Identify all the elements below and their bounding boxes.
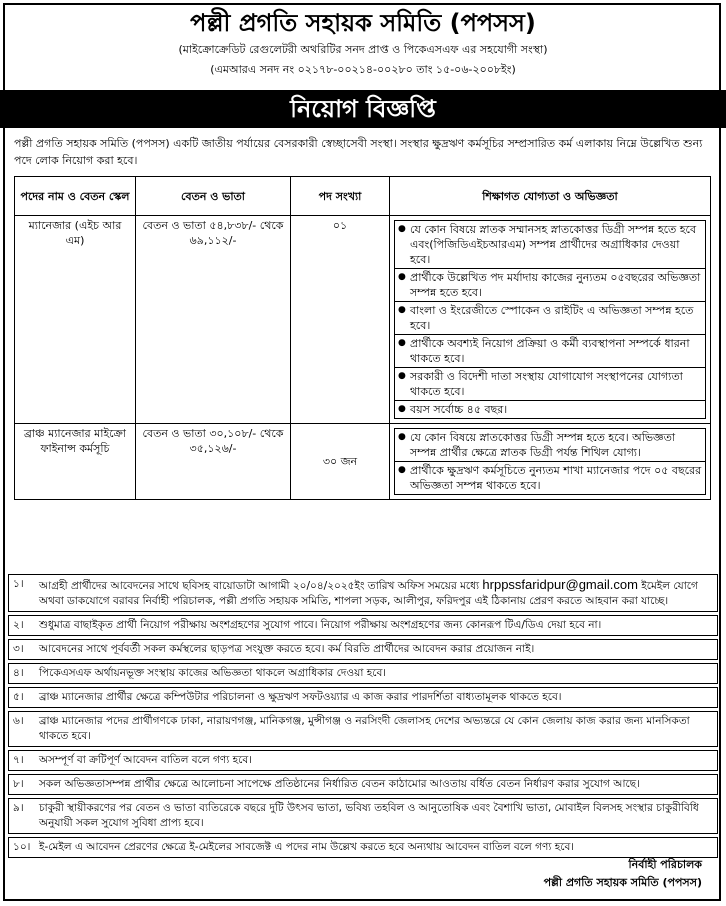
note-text: সকল অভিজ্ঞতাসম্পন্ন প্রার্থীর ক্ষেত্রে আলোচনা সাপেক্ষে প্রতিষ্ঠানের নির্ধারিত বেতন কাঠামোর আওতায় বর্ধিত বেতন নির্ধারণ করার সুযোগ আছে। <box>39 778 640 790</box>
signature-block <box>544 856 702 892</box>
notice-banner: নিয়োগ বিজ্ঞপ্তি <box>0 90 726 128</box>
bullet-icon: ● <box>398 432 406 442</box>
header-salary: বেতন ও ভাতা <box>136 177 291 216</box>
note-number: ৪। <box>13 667 24 679</box>
count-cell: ০১ <box>291 216 390 424</box>
note-item <box>8 687 718 708</box>
bullet-icon: ● <box>398 404 406 414</box>
bullet-icon: ● <box>398 224 406 234</box>
bullet-icon: ● <box>398 465 406 475</box>
list-item: ● প্রার্থীকে অবশ্যই নিয়োগ প্রক্রিয়া ও কর্মী ব্যবস্থাপনা সম্পর্কে ধারনা থাকতে হবে। <box>395 335 705 368</box>
list-item: ● প্রার্থীকে ক্ষুদ্রঋণ কর্মসূচিতে নুন্যতম শাখা ম্যানেজার পদে ০৫ বছরের অভিজ্ঞতা সম্পন্ন থাকতে হবে। <box>398 464 702 492</box>
list-item: ● যে কোন বিষয়ে স্নাতক সম্মানসহ স্নাতকোত্তর ডিগ্রী সম্পন্ন হতে হবে এবং(পিজিডিএইচআরএম) সম্পন্ন প্রার্থীদের অগ্রাধিকার দেওয়া হবে। <box>395 221 705 269</box>
note-item <box>8 837 718 858</box>
note-item <box>8 750 718 771</box>
signatory-organization: পল্লী প্রগতি সহায়ক সমিতি (পপসস) <box>543 876 702 889</box>
registration-number: (এমআরএ সনদ নং ০২১৭৮-০০২১৪-০০২৮০ তাং ১৫-০৬-২০০৮ইং) <box>210 63 516 76</box>
list-item: ● সরকারী ও বিদেশী দাতা সংস্থায় যোগাযোগ সংস্থাপনের যোগ্যতা থাকতে হবে। <box>395 368 705 401</box>
note-text: ব্রাঞ্চ ম্যানেজার প্রার্থীর ক্ষেত্রে কম্পিউটার পরিচালনা ও ক্ষুদ্রঋণ সফটওয়্যার এ কাজ করার পারদর্শিতা বাধ্যতামূলক থাকতে হবে। <box>39 691 562 703</box>
note-number: ৫। <box>13 691 24 703</box>
note-text: আগ্রহী প্রার্থীদের আবেদনের সাথে ছবিসহ বায়োডাটা আগামী ২০/০৪/২০২৫ইং তারিখ অফিস সময়ের মধ্যে hrppssfaridpur@gmail.com ইমেইল যোগে অথবা ডাকযোগে বরাবর নির্বাহী পরিচালক, পল্লী প্রগতি সহায়ক সমিতি, শাপলা সড়ক, আলীপুর, ফরিদপুর এই ঠিকানায় প্রেরণ করতে আহবান করা যাচ্ছে। <box>39 577 698 607</box>
note-number: ৩। <box>13 643 24 655</box>
signatory-title: নির্বাহী পরিচালক <box>628 858 702 871</box>
note-number: ৯। <box>13 802 24 814</box>
position-cell: ব্রাঞ্চ ম্যানেজার মাইক্রো ফাইনান্স কর্মসূচি <box>15 424 136 500</box>
organization-subtitle: (মাইক্রোক্রেডিট রেগুলেটরী অথরিটির সনদ প্রাপ্ত ও পিকেএসএফ এর সহযোগী সংস্থা) <box>178 43 548 56</box>
note-text: আবেদনের সাথে পূর্ববর্তী সকল কর্মস্থলের ছাড়পত্র সংযুক্ত করতে হবে। কর্ম বিরতি প্রার্থীদের আবেদন করার প্রয়োজন নাই। <box>39 643 535 655</box>
note-text: অসম্পূর্ণ বা ক্রটিপূর্ণ আবেদন বাতিল বলে গণ্য হবে। <box>39 754 252 766</box>
note-number: ৭। <box>13 754 24 766</box>
note-number: ১। <box>13 578 24 590</box>
salary-cell: বেতন ও ভাতা ৩০,১০৮/- থেকে ৩৫,১২৬/- <box>136 424 291 500</box>
header-position: পদের নাম ও বেতন স্কেল <box>15 177 136 216</box>
qualifications-cell <box>390 216 711 424</box>
bullet-icon: ● <box>398 305 406 315</box>
note-item <box>8 574 718 612</box>
notes-list <box>8 574 718 861</box>
job-table <box>14 176 711 500</box>
note-item <box>8 798 718 834</box>
salary-cell: বেতন ও ভাতা ৫৪,৮৩৮/- থেকে ৬৯,১১২/- <box>136 216 291 424</box>
qualification-list <box>394 220 706 419</box>
note-item <box>8 615 718 636</box>
intro-paragraph: পল্লী প্রগতি সহায়ক সমিতি (পপসস) একটি জাতীয় পর্যায়ের বেসরকারী স্বেচ্ছাসেবী সংস্থা। সংস্থার ক্ষুদ্রঋণ কর্মসূচির সম্প্রসারিত কর্ম এলাকায় নিম্নে উল্লেখিত শুন্য পদে লোক নিয়োগ করা হবে। <box>14 137 703 167</box>
email-address: hrppssfaridpur@gmail.com <box>482 577 638 592</box>
note-number: ৮। <box>13 778 24 790</box>
note-number: ১০। <box>13 841 31 853</box>
note-text: পিকেএসএফ অর্থায়নভূক্ত সংস্থায় কাজের অভিজ্ঞতা থাকলে অগ্রাধিকার দেওয়া হবে। <box>39 667 387 679</box>
bullet-icon: ● <box>398 338 406 348</box>
note-item <box>8 639 718 660</box>
count-cell: ৩০ জন <box>291 424 390 500</box>
table-header-row <box>15 177 711 216</box>
header-count: পদ সংখ্যা <box>291 177 390 216</box>
note-text: শুধুমাত্র বাছাইকৃত প্রার্থী নিয়োগ পরীক্ষায় অংশগ্রহণের সুযোগ পাবে। নিয়োগ পরীক্ষায় অংশগ্রহণের জন্য কোনরূপ টিএ/ডিএ দেয়া হবে না। <box>39 619 602 631</box>
position-cell: ম্যানেজার (এইচ আর এম) <box>15 216 136 424</box>
bullet-icon: ● <box>398 371 406 381</box>
header-qualifications: শিক্ষাগত যোগ্যতা ও অভিজ্ঞতা <box>390 177 711 216</box>
note-item <box>8 774 718 795</box>
note-text: চাকুরী স্থায়ীকরণের পর বেতন ও ভাতা ব্যতিরেকে বছরে দুটি উৎসব ভাতা, ভবিষ্য তহবিল ও আনুতোষিক এবং বৈশাখি ভাতা, মোবাইল বিলসহ সংস্থার চাকুরীবিধি অনুযায়ী সকল সুযোগ সুবিধা প্রাপ্য হবে। <box>39 802 699 829</box>
note-text: ই-মেইল এ আবেদন প্রেরণের ক্ষেত্রে ই-মেইলের সাবজেক্ট এ পদের নাম উল্লেখ করতে হবে অন্যথায় আবেদন বাতিল বলে গণ্য হবে। <box>39 841 575 853</box>
table-row <box>15 424 711 500</box>
list-item: ● বয়স সর্বোচ্চ ৪৫ বছর। <box>398 403 508 416</box>
bullet-icon: ● <box>398 272 406 282</box>
list-item: ● বাংলা ও ইংরেজীতে স্পোকেন ও রাইটিং এ অভিজ্ঞতা সম্পন্ন হতে হবে। <box>395 302 705 335</box>
note-item <box>8 663 718 684</box>
qualification-list <box>394 428 706 495</box>
organization-title: পল্লী প্রগতি সহায়ক সমিতি (পপসস) <box>190 9 536 37</box>
list-item: ● প্রার্থীকে উল্লেখিত পদ মর্যাদায় কাজের নুন্যতম ০৫বছরের অভিজ্ঞতা সম্পন্ন হতে হবে। <box>395 269 705 302</box>
note-number: ৬। <box>13 715 24 727</box>
note-text: ব্রাঞ্চ ম্যানেজার পদের প্রার্থীগণকে ঢাকা, নারায়ণগঞ্জ, মানিকগঞ্জ, মুন্সীগঞ্জ ও নরসিংদী জেলাসহ দেশের অভ্যন্তরে যে কোন জেলায় কাজ করার জন্য মানসিকতা থাকতে হবে। <box>39 715 690 742</box>
note-number: ২। <box>13 619 24 631</box>
note-item <box>8 711 718 747</box>
table-row <box>15 216 711 424</box>
list-item: ● যে কোন বিষয়ে স্নাতকোত্তর ডিগ্রী সম্পন্ন হতে হবে। অভিজ্ঞতা সম্পন্ন প্রার্থীর ক্ষেত্রে স্নাতক ডিগ্রী পর্যন্ত শিথিল যোগ্য। <box>395 429 705 462</box>
qualifications-cell <box>390 424 711 500</box>
